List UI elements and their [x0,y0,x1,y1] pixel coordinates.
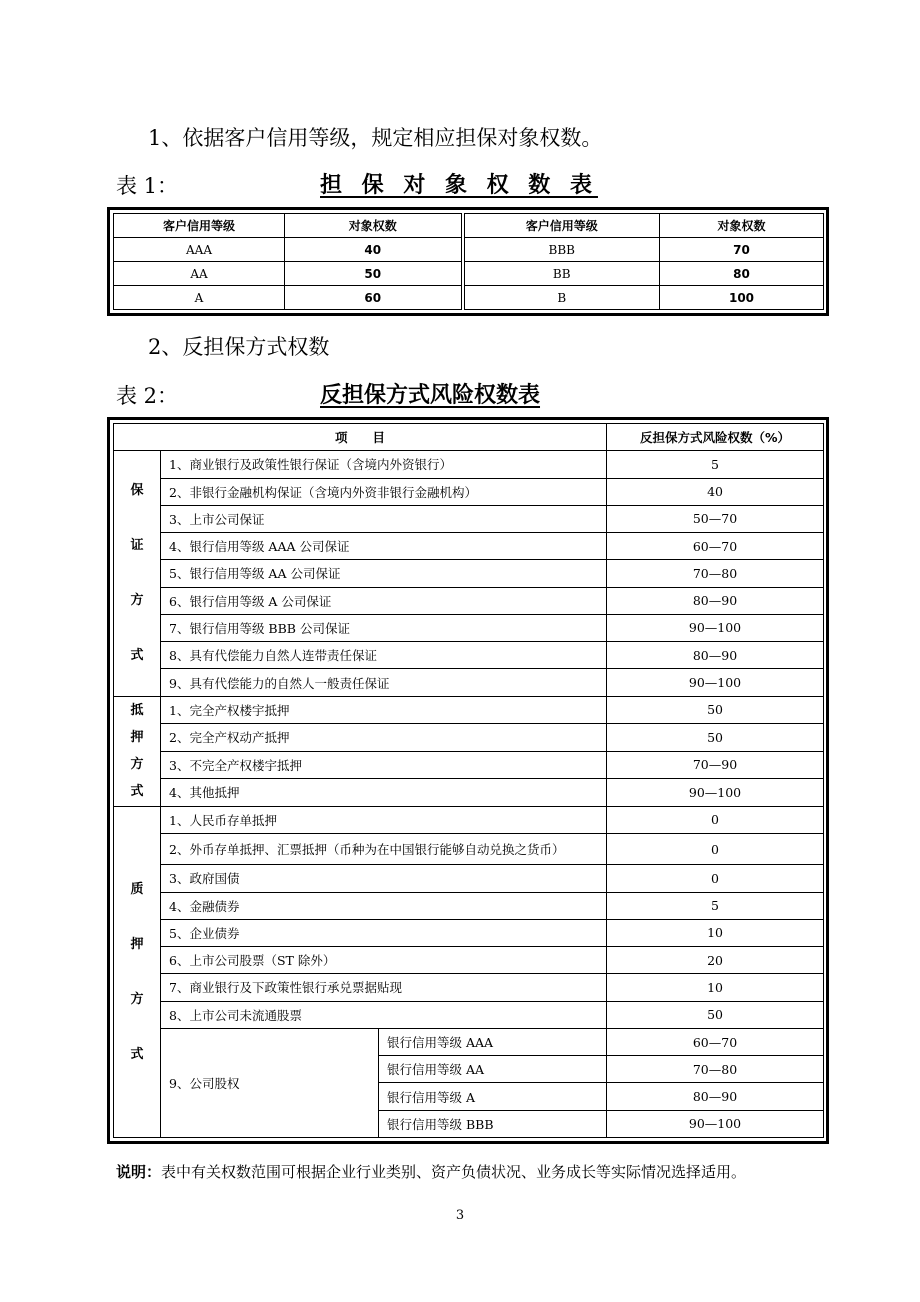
weight-cell: 60—70 [607,533,824,560]
group-char: 质 [130,881,144,897]
table-row [114,751,824,779]
weight-cell: 50—70 [607,505,824,532]
item-cell: 4、金融债券 [161,892,607,919]
weight-cell: 60 [285,286,463,310]
weight-cell: 80—90 [607,642,824,669]
item-cell: 8、上市公司未流通股票 [161,1001,607,1028]
header-credit-rating: 客户信用等级 [114,214,285,238]
weight-cell: 70 [660,238,824,262]
item-cell: 5、企业债券 [161,919,607,946]
item-cell: 2、完全产权动产抵押 [161,724,607,752]
table-row [114,1001,824,1028]
rating-cell: BBB [463,238,660,262]
table-row [114,865,824,892]
item-cell: 1、人民币存单抵押 [161,806,607,833]
weight-cell: 50 [607,724,824,752]
table-row [114,779,824,807]
table-row [114,919,824,946]
page-number: 3 [455,1208,465,1223]
rating-cell: BB [463,262,660,286]
sub-rating-cell: 银行信用等级 AA [379,1056,607,1083]
item-cell: 9、具有代偿能力的自然人一般责任保证 [161,669,607,696]
weight-cell: 5 [607,451,824,478]
weight-cell: 80 [660,262,824,286]
table-1-title: 担 保 对 象 权 数 表 [320,172,598,198]
group-char: 式 [130,784,144,800]
item-cell: 2、外币存单抵押、汇票抵押（币种为在中国银行能够自动兑换之货币） [161,833,607,864]
weight-cell: 70—80 [607,1056,824,1083]
weight-cell: 50 [607,1001,824,1028]
rating-cell: A [114,286,285,310]
table-1-label: 表 1： [116,174,179,198]
weight-cell: 70—80 [607,560,824,587]
weight-cell: 90—100 [607,779,824,807]
weight-cell: 5 [607,892,824,919]
rating-cell: AA [114,262,285,286]
table-row [114,642,824,669]
table-row [114,505,824,532]
weight-cell: 90—100 [607,614,824,641]
header-item: 项 目 [114,424,607,451]
section-1-heading: 1、依据客户信用等级，规定相应担保对象权数。 [148,126,603,150]
note-label: 说明： [116,1163,162,1181]
group-char: 式 [130,1046,144,1062]
group-char: 方 [130,593,144,609]
table-row [114,478,824,505]
item-cell: 2、非银行金融机构保证（含境内外资非银行金融机构） [161,478,607,505]
rating-cell: AAA [114,238,285,262]
weight-cell: 0 [607,865,824,892]
rating-cell: B [463,286,660,310]
table-note [116,1161,746,1182]
table-row [114,238,824,262]
group-char: 式 [130,648,144,664]
weight-cell: 40 [607,478,824,505]
item-cell: 4、银行信用等级 AAA 公司保证 [161,533,607,560]
note-text: 表中有关权数范围可根据企业行业类别、资产负债状况、业务成长等实际情况选择适用。 [161,1163,747,1181]
table-row [114,262,824,286]
table-row [114,669,824,696]
sub-rating-cell: 银行信用等级 AAA [379,1028,607,1055]
weight-cell: 50 [285,262,463,286]
weight-cell: 0 [607,806,824,833]
item-cell: 5、银行信用等级 AA 公司保证 [161,560,607,587]
group-mortgage-label [114,696,161,806]
group-char: 方 [130,991,144,1007]
table-row [114,974,824,1001]
counter-guarantee-risk-table [107,417,829,1144]
sub-rating-cell: 银行信用等级 BBB [379,1110,607,1137]
table-row [114,724,824,752]
table-row [114,560,824,587]
header-object-weight: 对象权数 [660,214,824,238]
weight-cell: 90—100 [607,669,824,696]
table-row [114,451,824,478]
section-2-heading: 2、反担保方式权数 [148,335,330,359]
collateral-weight-table [107,207,829,316]
table-row [114,892,824,919]
group-char: 抵 [130,703,144,719]
table-row [114,806,824,833]
weight-cell: 0 [607,833,824,864]
group-char: 押 [130,936,144,952]
item-cell: 7、商业银行及下政策性银行承兑票据贴现 [161,974,607,1001]
sub-rating-cell: 银行信用等级 A [379,1083,607,1110]
item-cell: 7、银行信用等级 BBB 公司保证 [161,614,607,641]
table-row [114,614,824,641]
weight-cell: 70—90 [607,751,824,779]
group-char: 证 [130,538,144,554]
table-row [114,947,824,974]
weight-cell: 80—90 [607,587,824,614]
item-cell: 6、银行信用等级 A 公司保证 [161,587,607,614]
table-row [114,286,824,310]
table-row [114,1028,824,1055]
header-object-weight: 对象权数 [285,214,463,238]
item-cell: 1、商业银行及政策性银行保证（含境内外资银行） [161,451,607,478]
item-cell: 3、上市公司保证 [161,505,607,532]
group-guarantee-label [114,451,161,696]
item-cell: 8、具有代偿能力自然人连带责任保证 [161,642,607,669]
table-2-title: 反担保方式风险权数表 [320,382,541,408]
item-cell: 3、政府国债 [161,865,607,892]
item-cell: 4、其他抵押 [161,779,607,807]
weight-cell: 10 [607,974,824,1001]
header-risk-weight: 反担保方式风险权数（%） [607,424,824,451]
table-row [114,533,824,560]
header-credit-rating: 客户信用等级 [463,214,660,238]
group-char: 保 [130,483,144,499]
item-cell: 3、不完全产权楼宇抵押 [161,751,607,779]
weight-cell: 50 [607,696,824,724]
table-header-row [114,214,824,238]
equity-item-cell: 9、公司股权 [161,1028,379,1137]
weight-cell: 20 [607,947,824,974]
weight-cell: 40 [285,238,463,262]
weight-cell: 10 [607,919,824,946]
item-cell: 6、上市公司股票（ST 除外） [161,947,607,974]
table-2-label: 表 2： [116,384,179,408]
table-row [114,587,824,614]
weight-cell: 90—100 [607,1110,824,1137]
table-row [114,696,824,724]
group-char: 押 [130,730,144,746]
table-header-row [114,424,824,451]
weight-cell: 60—70 [607,1028,824,1055]
weight-cell: 100 [660,286,824,310]
table-row [114,833,824,864]
group-pledge-label [114,806,161,1137]
weight-cell: 80—90 [607,1083,824,1110]
item-cell: 1、完全产权楼宇抵押 [161,696,607,724]
group-char: 方 [130,757,144,773]
